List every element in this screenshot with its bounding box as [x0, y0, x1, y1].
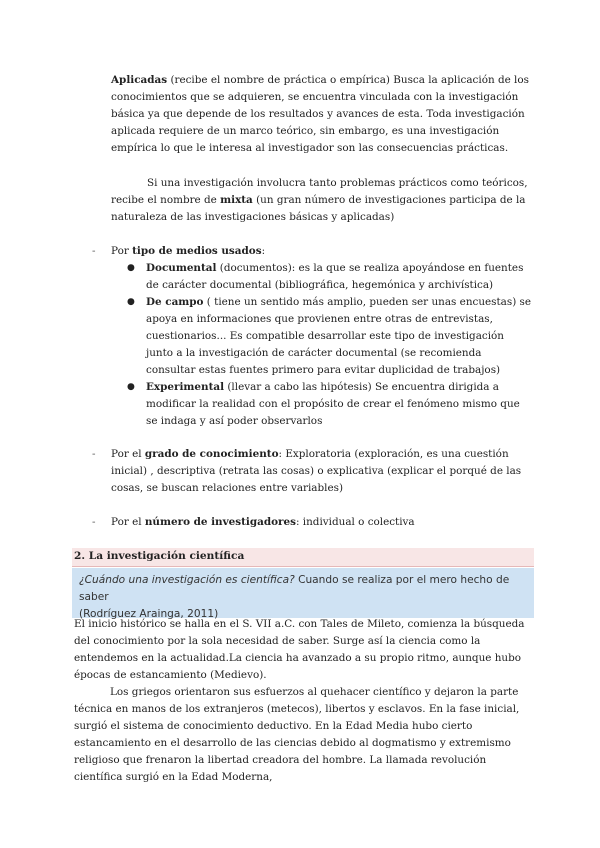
medios-heading: [111, 243, 532, 260]
bullet-icon: ●: [127, 382, 135, 392]
aplicadas-paragraph: [111, 72, 531, 157]
numero-list-item: [92, 514, 532, 531]
section-heading: 2. La investigación científica: [74, 550, 245, 562]
history-paragraph-2: [74, 684, 532, 786]
mixta-term: mixta: [220, 194, 253, 206]
medios-term: tipo de medios usados: [132, 245, 262, 257]
experimental-term: Experimental: [146, 381, 225, 393]
numero-text: : individual o colectiva: [295, 516, 415, 528]
dash-marker: -: [92, 245, 96, 257]
numero-prefix: Por el: [111, 516, 145, 528]
history-paragraph-2-text: Los griegos orientaron sus esfuerzos al quehacer científico y dejaron la parte técnica en manos de los extranjeros (metecos), libertos y esclavos. En la fase inicial, surgió el sistema de conocimiento deductivo. En la Edad Media hubo cierto estancamiento en el desarrollo de las ciencias debido al dogmatismo y extremismo religioso que frenaron la libertad creadora del hombre. La llamada revolución científica surgió en la Edad Moderna,: [74, 686, 520, 783]
aplicadas-text: (recibe el nombre de práctica o empírica) Busca la aplicación de los conocimientos que se adquieren, se encuentra vinculada con la investigación básica ya que depende de los resultados y avances de esta. Toda investigación aplicada requiere de un marco teórico, sin embargo, es una investigación empírica lo que le interesa al investigador son las consecuencias prácticas.: [111, 74, 529, 154]
grado-prefix: Por el: [111, 448, 145, 460]
documental-text: (documentos): es la que se realiza apoyándose en fuentes de carácter documental (bibliográfica, hegemónica y archivística): [146, 262, 524, 291]
grado-term: grado de conocimiento: [144, 448, 279, 460]
bullet-icon: ●: [127, 297, 135, 307]
grado-text: : Exploratoria (exploración, es una cuestión inicial) , descriptiva (retrata las cosas) o explicativa (explicar el porqué de las cosas, se buscan relaciones entre variables): [111, 448, 522, 494]
dash-marker: -: [92, 516, 96, 528]
medios-suffix: :: [261, 245, 266, 257]
mixta-text-after: (un gran número de investigaciones participa de la naturaleza de las investigaciones básicas y aplicadas): [111, 194, 526, 223]
grado-text-block: [111, 446, 532, 497]
experimental-text: (llevar a cabo las hipótesis) Se encuentra dirigida a modificar la realidad con el propósito de crear el fenómeno mismo que se indaga y así poder observarlos: [146, 381, 520, 427]
quote-answer: Cuando se realiza por el mero hecho de saber: [79, 574, 510, 603]
numero-text-block: [111, 514, 532, 531]
mixta-paragraph: [111, 175, 531, 226]
bullet-item-de-campo: [127, 294, 532, 379]
medios-list-item: [92, 243, 532, 430]
heading-underline: [72, 566, 534, 567]
quote-question: ¿Cuándo una investigación es científica?: [79, 574, 295, 586]
de-campo-text: ( tiene un sentido más amplio, pueden ser unas encuestas) se apoya en informaciones que provienen entre otras de entrevistas, cuestionarios... Es compatible desarrollar este tipo de investigación junto a la investigación de carácter documental (se recomienda consultar estas fuentes primero para evitar duplicidad de trabajos): [146, 296, 532, 376]
medios-bullets: [127, 260, 532, 430]
dash-marker: -: [92, 448, 96, 460]
bullet-item-documental: [127, 260, 532, 294]
mixta-text-before: Si una investigación involucra tanto problemas prácticos como teóricos, recibe el nombre de: [111, 177, 528, 206]
aplicadas-term: Aplicadas: [111, 74, 168, 86]
quote-box: [72, 568, 534, 618]
bullet-item-experimental: [127, 379, 532, 430]
documental-term: Documental: [146, 262, 217, 274]
numero-term: número de investigadores: [144, 516, 296, 528]
bullet-icon: ●: [127, 263, 135, 273]
history-paragraph-1: El inicio histórico se halla en el S. VII a.C. con Tales de Mileto, comienza la búsqueda del conocimiento por la sola necesidad de saber. Surge así la ciencia como la entendemos en la actualidad.La ciencia ha avanzado a su propio ritmo, aunque hubo épocas de estancamiento (Medievo).: [74, 618, 525, 681]
de-campo-term: De campo: [146, 296, 204, 308]
medios-prefix: Por: [111, 245, 133, 257]
grado-list-item: [92, 446, 532, 497]
quote-citation: (Rodríguez Arainga, 2011): [79, 608, 219, 620]
